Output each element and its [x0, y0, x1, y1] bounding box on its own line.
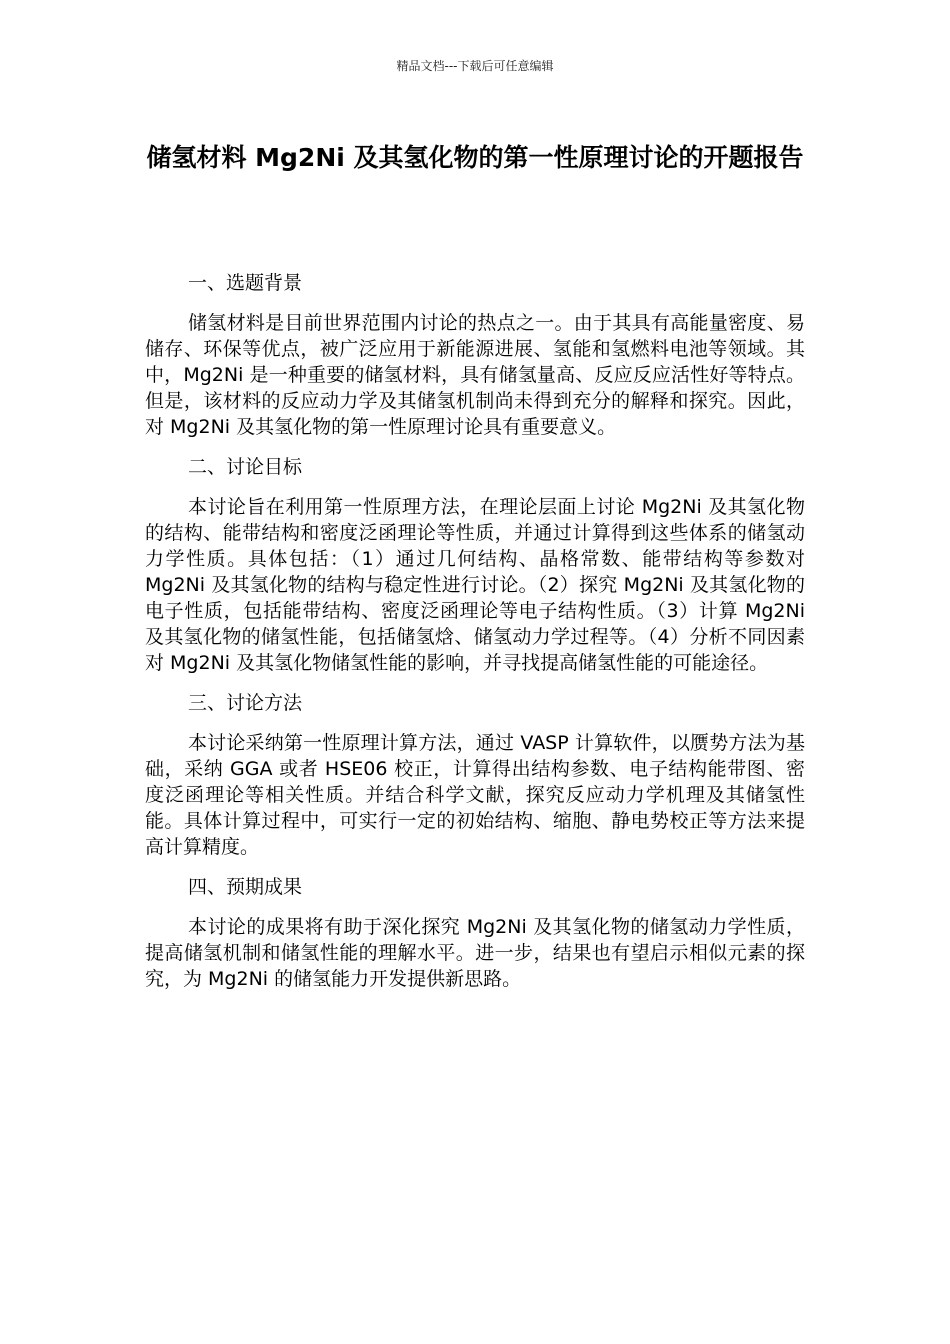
section-heading-objectives: 二、讨论目标: [188, 456, 303, 478]
section-heading-expected-results: 四、预期成果: [188, 876, 303, 898]
document-title: 储氢材料 Mg2Ni 及其氢化物的第一性原理讨论的开题报告: [146, 143, 804, 172]
section-paragraph-methods: 本讨论采纳第一性原理计算方法，通过 VASP 计算软件，以赝势方法为基础，采纳 GGA 或者 HSE06 校正，计算得出结构参数、电子结构能带图、密度泛函理论等相关性质。并结合科学文献，探究反应动力学机理及其储氢性能。具体计算过程中，可实行一定的初始结构、缩胞、静电势校正等方法来提高计算精度。: [145, 732, 805, 858]
section-paragraph-objectives: 本讨论旨在利用第一性原理方法，在理论层面上讨论 Mg2Ni 及其氢化物的结构、能带结构和密度泛函理论等性质，并通过计算得到这些体系的储氢动力学性质。具体包括：（1）通过几何结构、晶格常数、能带结构等参数对 Mg2Ni 及其氢化物的结构与稳定性进行讨论。（2）探究 Mg2Ni 及其氢化物的电子性质，包括能带结构、密度泛函理论等电子结构性质。（3）计算 Mg2Ni 及其氢化物的储氢性能，包括储氢焓、储氢动力学过程等。（4）分析不同因素对 Mg2Ni 及其氢化物储氢性能的影响，并寻找提高储氢性能的可能途径。: [145, 496, 805, 674]
document-body: [145, 270, 805, 1006]
section-paragraph-expected-results: 本讨论的成果将有助于深化探究 Mg2Ni 及其氢化物的储氢动力学性质，提高储氢机制和储氢性能的理解水平。进一步，结果也有望启示相似元素的探究，为 Mg2Ni 的储氢能力开发提供新思路。: [145, 916, 805, 990]
section-heading-background: 一、选题背景: [188, 272, 303, 294]
section-paragraph-background: 储氢材料是目前世界范围内讨论的热点之一。由于其具有高能量密度、易储存、环保等优点，被广泛应用于新能源进展、氢能和氢燃料电池等领域。其中，Mg2Ni 是一种重要的储氢材料，具有储氢量高、反应反应活性好等特点。但是，该材料的反应动力学及其储氢机制尚未得到充分的解释和探究。因此，对 Mg2Ni 及其氢化物的第一性原理讨论具有重要意义。: [145, 312, 805, 438]
section-heading-methods: 三、讨论方法: [188, 692, 303, 714]
page-header: 精品文档---下载后可任意编辑: [396, 59, 554, 73]
